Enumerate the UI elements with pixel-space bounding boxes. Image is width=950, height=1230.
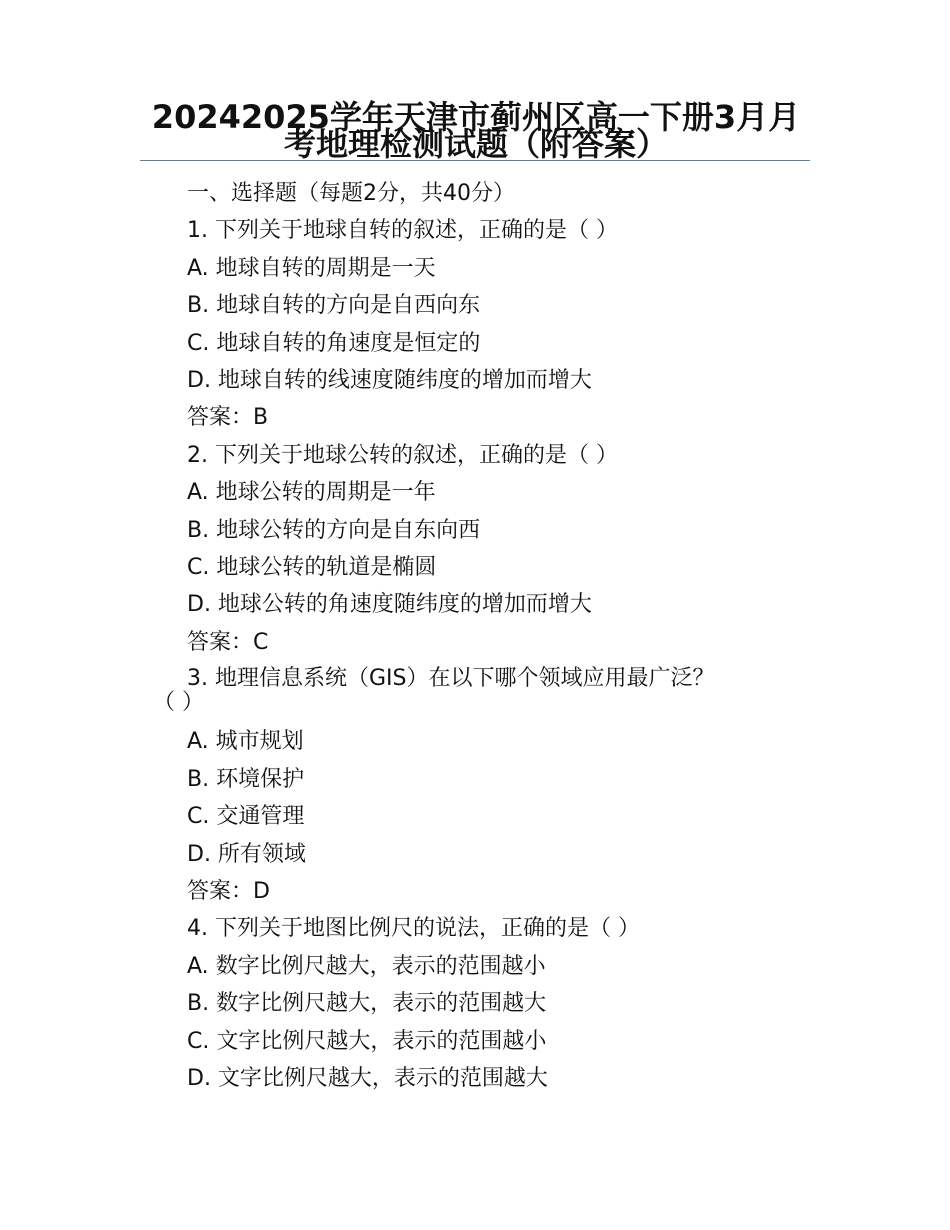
- question-3-option-a: A. 城市规划: [187, 729, 304, 755]
- question-2-option-b: B. 地球公转的方向是自东向西: [187, 517, 481, 543]
- question-4-option-b: B. 数字比例尺越大，表示的范围越大: [187, 991, 547, 1017]
- question-2-option-c: C. 地球公转的轨道是椭圆: [187, 555, 437, 581]
- question-2-option-a: A. 地球公转的周期是一年: [187, 480, 436, 506]
- question-1-option-c: C. 地球自转的角速度是恒定的: [187, 330, 481, 356]
- document-body: [0, 175, 950, 1097]
- question-3-option-b: B. 环境保护: [187, 766, 305, 792]
- section-heading: 一、选择题（每题2分，共40分）: [187, 181, 515, 206]
- question-3-stem: [0, 661, 767, 723]
- document-title: 20242025学年天津市蓟州区高一下册3月月考地理检测试题（附答案）: [151, 98, 801, 163]
- question-1-option-a: A. 地球自转的周期是一天: [187, 255, 436, 281]
- title-underline: [140, 160, 810, 161]
- question-1-option-b: B. 地球自转的方向是自西向东: [187, 293, 481, 319]
- question-3-stem-tail: （ ）: [153, 690, 204, 716]
- question-4-option-d: D. 文字比例尺越大，表示的范围越大: [187, 1065, 548, 1091]
- question-2-option-d: D. 地球公转的角速度随纬度的增加而增大: [187, 592, 592, 618]
- question-4-stem: 4. 下列关于地图比例尺的说法，正确的是（ ）: [187, 916, 640, 942]
- question-4-option-a: A. 数字比例尺越大，表示的范围越小: [187, 953, 546, 979]
- question-2-stem: 2. 下列关于地球公转的叙述，正确的是（ ）: [187, 442, 618, 468]
- question-2-answer: 答案：C: [187, 629, 269, 655]
- question-3-option-d: D. 所有领域: [187, 841, 306, 867]
- question-3-option-c: C. 交通管理: [187, 804, 305, 830]
- question-4-option-c: C. 文字比例尺越大，表示的范围越小: [187, 1028, 547, 1054]
- question-1-stem: 1. 下列关于地球自转的叙述，正确的是（ ）: [187, 218, 618, 244]
- question-1-answer: 答案：B: [187, 405, 269, 431]
- question-1-option-d: D. 地球自转的线速度随纬度的增加而增大: [187, 368, 592, 394]
- question-3-stem-text: 3. 地理信息系统（GIS）在以下哪个领域应用最广泛？: [187, 666, 715, 692]
- question-3-answer: 答案：D: [187, 878, 270, 904]
